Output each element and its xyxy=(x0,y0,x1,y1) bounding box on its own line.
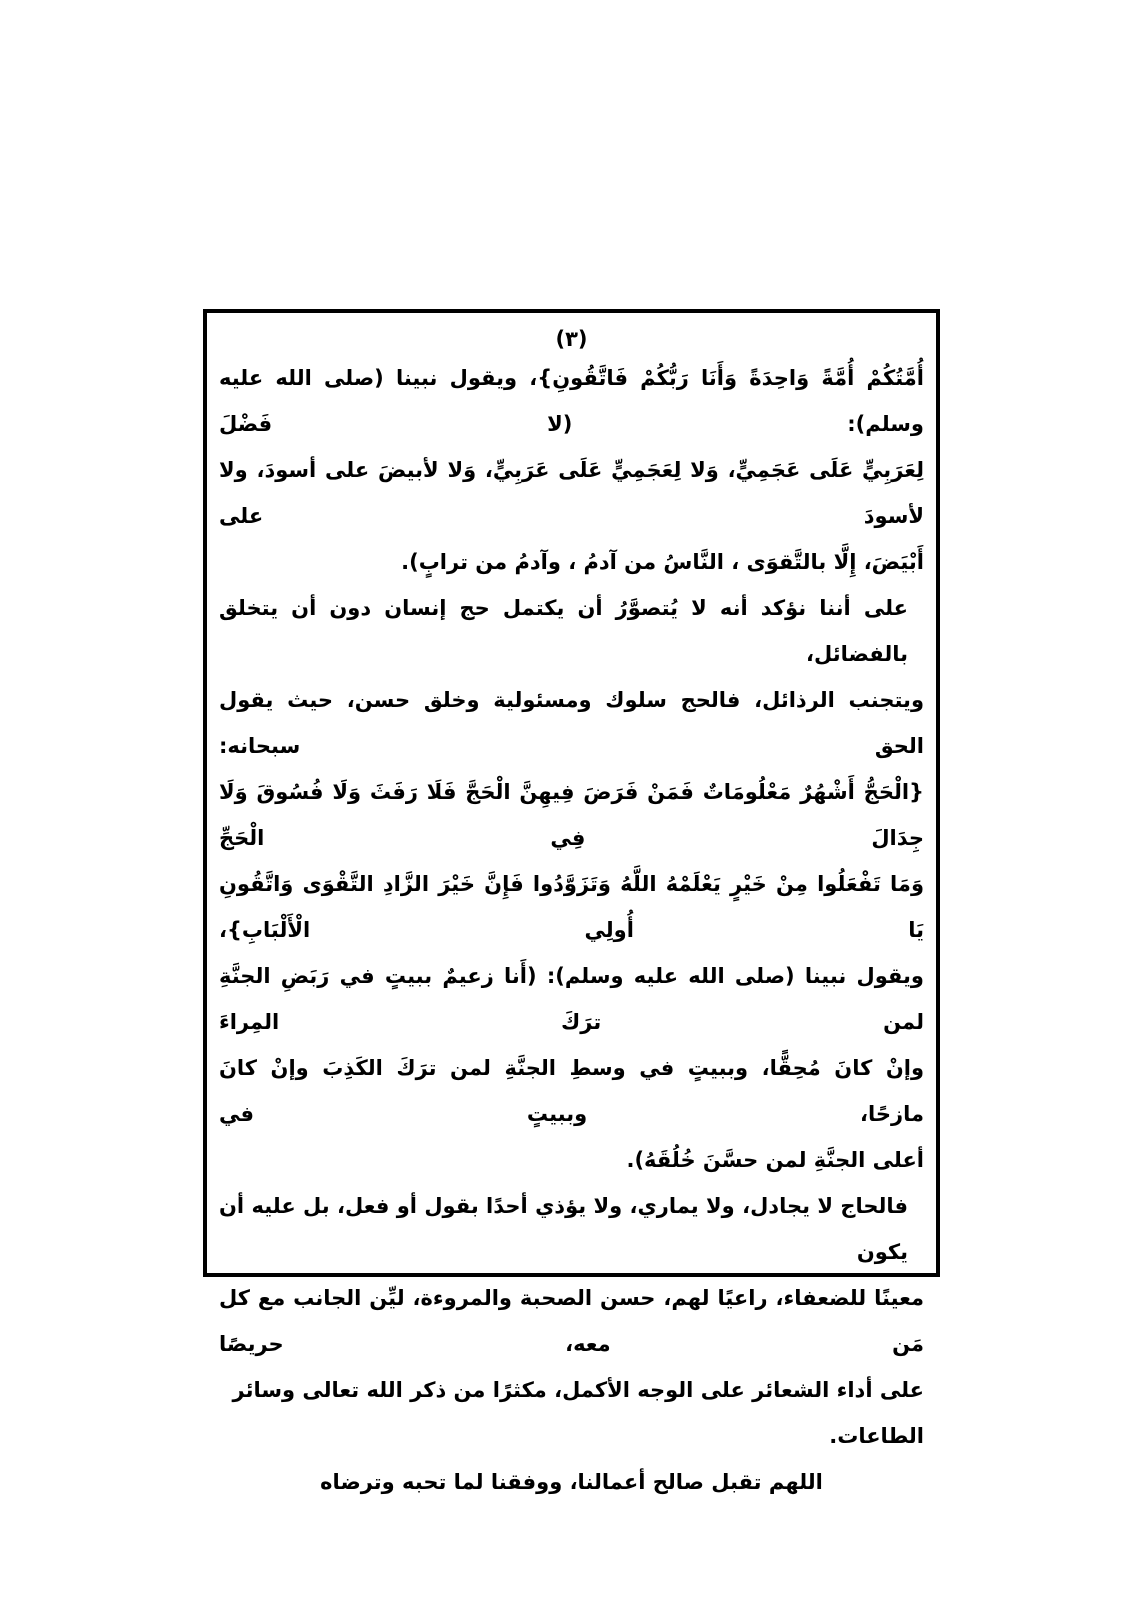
document-body xyxy=(219,355,924,1505)
text-line: {الْحَجُّ أَشْهُرٌ مَعْلُومَاتٌ فَمَنْ فَرَضَ فِيهِنَّ الْحَجَّ فَلَا رَفَثَ وَلَا فُسُوقَ وَلَا جِدَالَ فِي الْحَجِّ xyxy=(219,780,924,850)
text-line: معينًا للضعفاء، راعيًا لهم، حسن الصحبة والمروءة، ليِّن الجانب مع كل مَن معه، حريصًا xyxy=(219,1286,924,1356)
text-line: ويقول نبينا (صلى الله عليه وسلم): (أَنا زعيمٌ ببيتٍ في رَبَضِ الجنَّةِ لمن ترَكَ المِراءَ xyxy=(219,964,924,1034)
text-line: أُمَّتُكُمْ أُمَّةً وَاحِدَةً وَأَنَا رَبُّكُمْ فَاتَّقُونِ}، ويقول نبينا (صلى الله عليه وسلم): (لا فَضْلَ xyxy=(219,366,924,436)
text-line: أعلى الجنَّةِ لمن حسَّنَ خُلُقَهُ). xyxy=(626,1148,924,1172)
text-line: فالحاج لا يجادل، ولا يماري، ولا يؤذي أحدًا بقول أو فعل، بل عليه أن يكون xyxy=(219,1194,908,1264)
text-line: أَبْيَضَ، إِلَّا بالتَّقوَى ، النَّاسُ من آدمُ ، وآدمُ من ترابٍ). xyxy=(401,550,924,574)
text-line: على أننا نؤكد أنه لا يُتصوَّرُ أن يكتمل حج إنسان دون أن يتخلق بالفضائل، xyxy=(219,596,908,666)
text-line: وَمَا تَفْعَلُوا مِنْ خَيْرٍ يَعْلَمْهُ اللَّهُ وَتَزَوَّدُوا فَإِنَّ خَيْرَ الزَّادِ التَّقْوَى وَاتَّقُونِ يَا أُولِي الْأَلْبَابِ}، xyxy=(219,872,924,942)
text-line: وإنْ كانَ مُحِقًّا، وببيتٍ في وسطِ الجنَّةِ لمن ترَكَ الكَذِبَ وإنْ كانَ مازحًا، وببيتٍ في xyxy=(219,1056,924,1126)
text-line: اللهم تقبل صالح أعمالنا، ووفقنا لما تحبه وترضاه xyxy=(320,1470,823,1494)
text-line: لِعَرَبِيٍّ عَلَى عَجَمِيٍّ، وَلا لِعَجَمِيٍّ عَلَى عَرَبِيٍّ، وَلا لأبيضَ على أسودَ، ولا لأسودَ على xyxy=(219,458,924,528)
text-line: على أداء الشعائر على الوجه الأكمل، مكثرًا من ذكر الله تعالى وسائر الطاعات. xyxy=(232,1378,924,1448)
page-number: (٣) xyxy=(555,327,588,351)
frame-content xyxy=(207,313,936,1505)
text-frame xyxy=(203,309,940,1494)
paragraph xyxy=(219,1459,924,1505)
paragraph xyxy=(219,1183,924,1459)
text-line: ويتجنب الرذائل، فالحج سلوك ومسئولية وخلق حسن، حيث يقول الحق سبحانه: xyxy=(219,688,924,758)
paragraph xyxy=(219,355,924,585)
paragraph xyxy=(219,585,924,1183)
